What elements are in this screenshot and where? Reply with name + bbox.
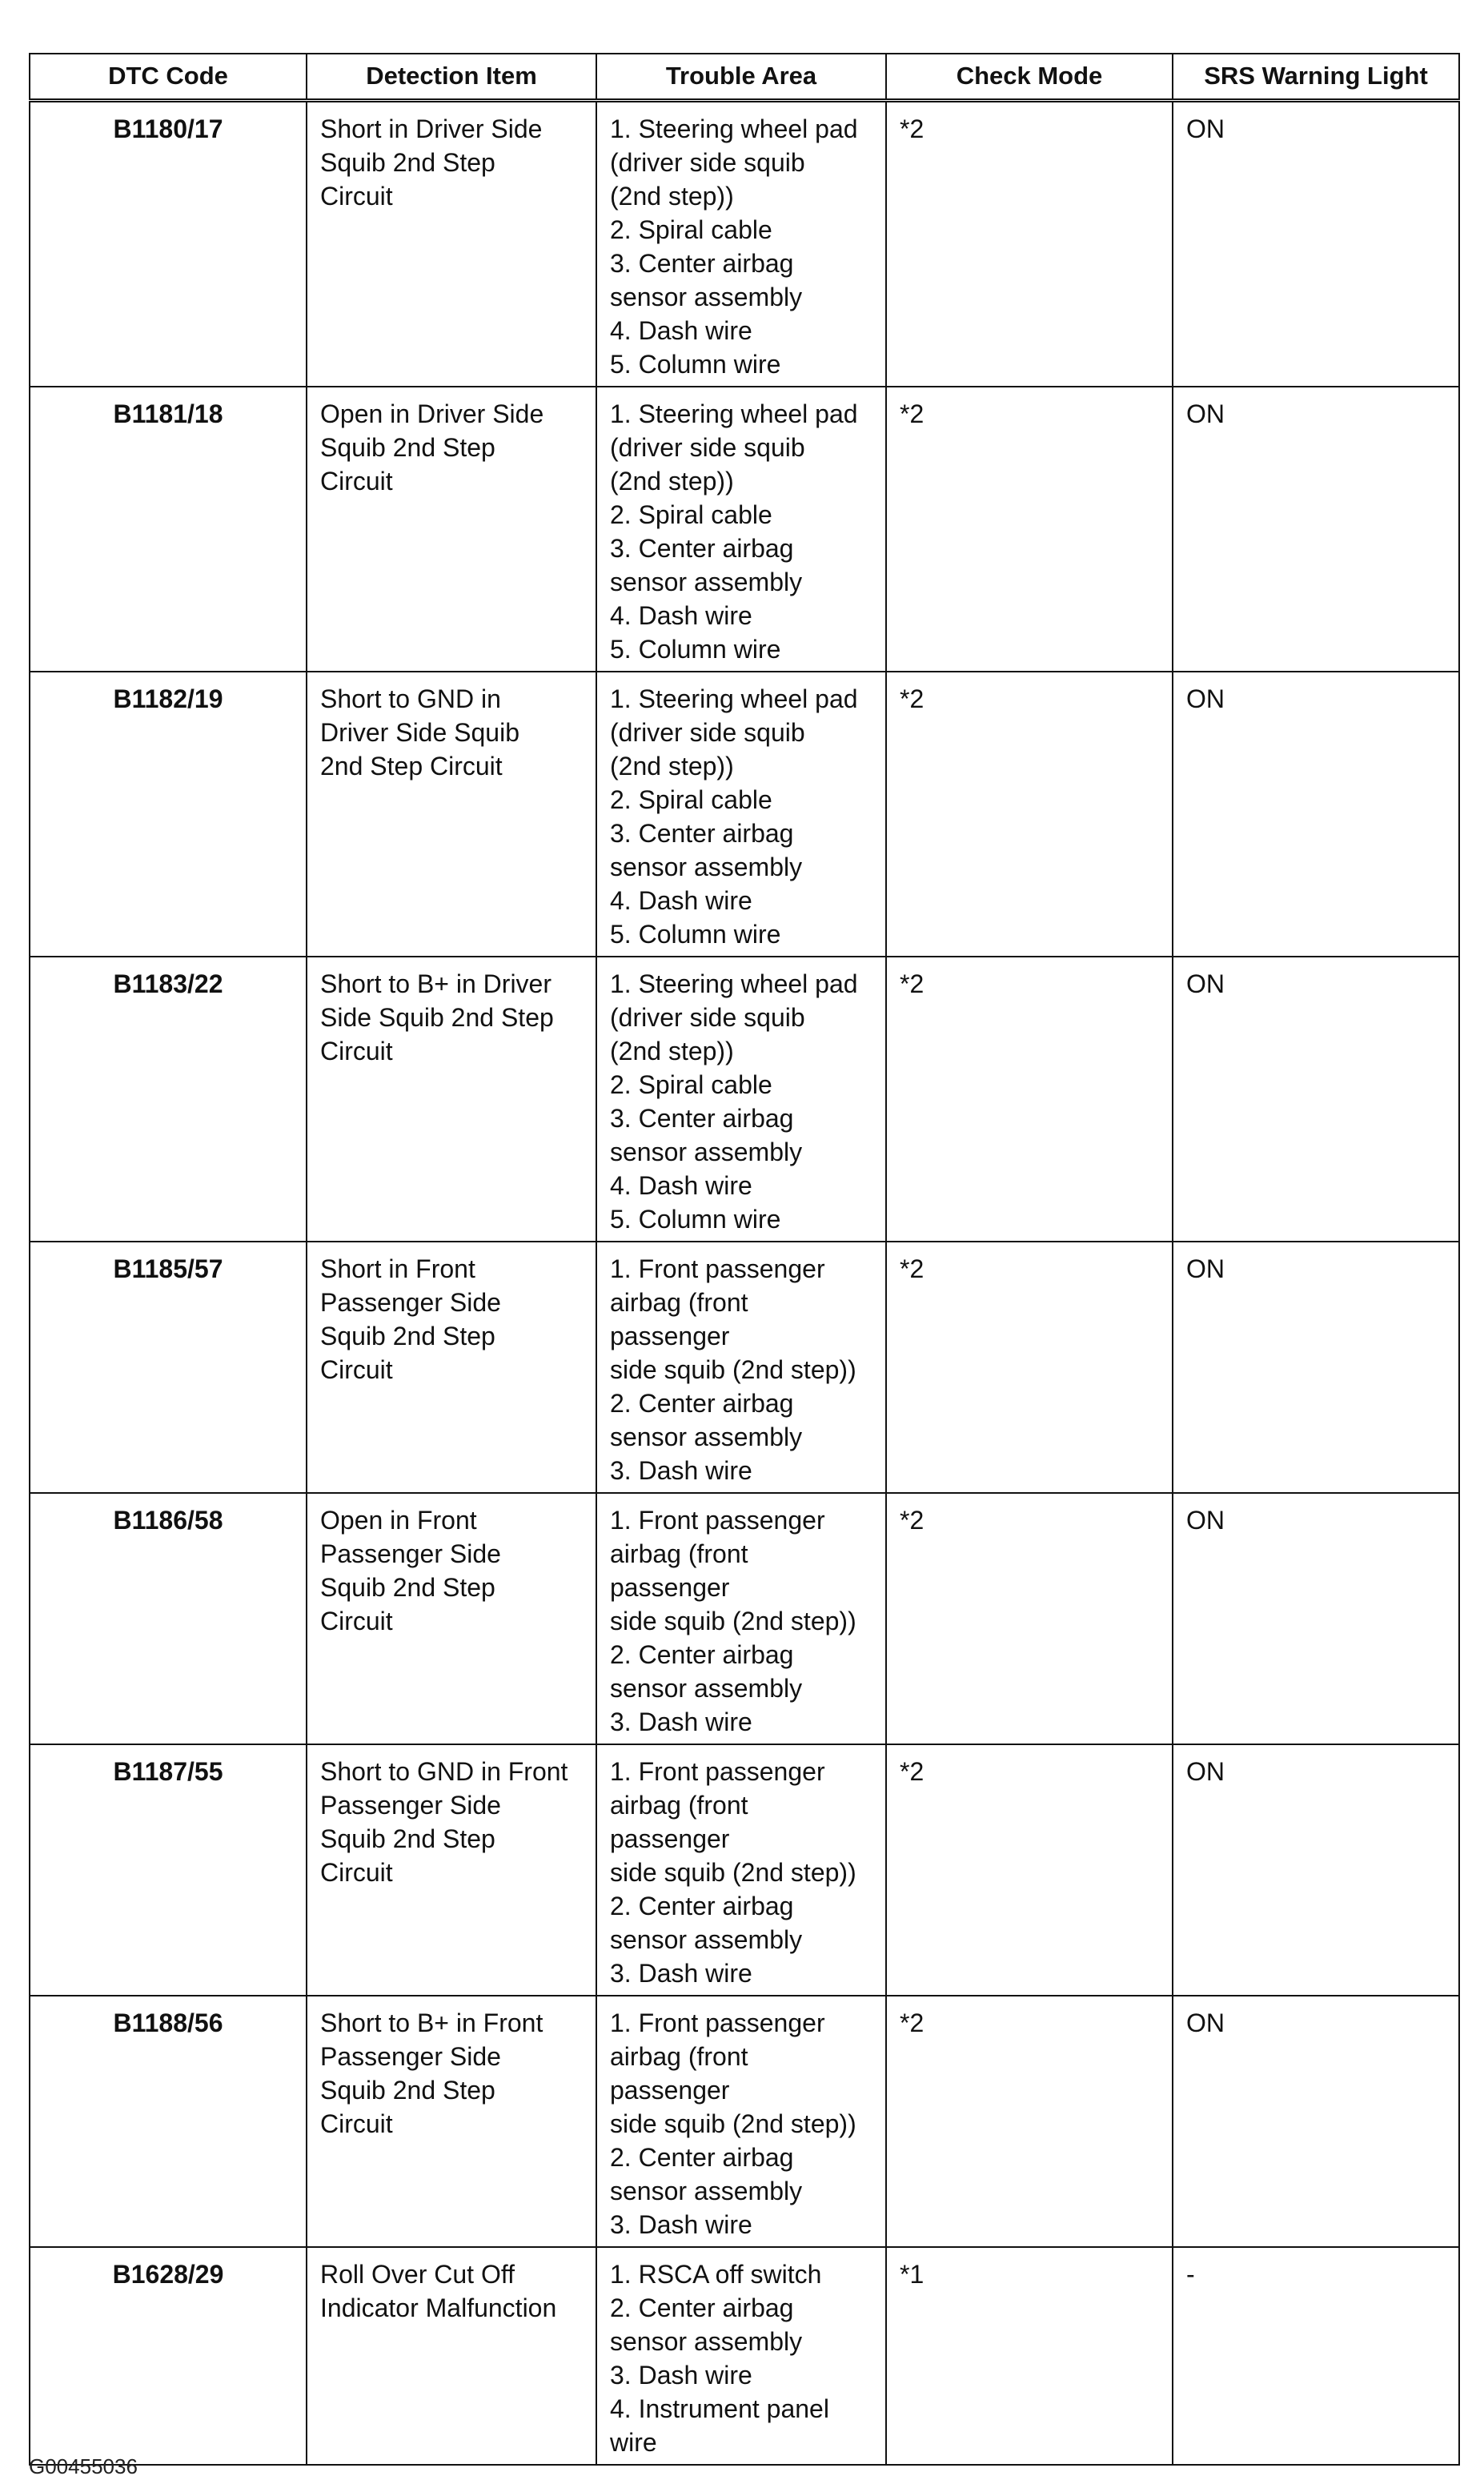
trouble-line: airbag (front [610,1539,748,1568]
detection-line: Squib 2nd Step [320,1321,495,1350]
trouble-line: passenger [610,1321,730,1350]
figure-id: G00455036 [29,2454,138,2478]
detection-line: Short to GND in Front [320,1756,568,1786]
trouble-line: sensor assembly [610,282,803,311]
trouble-line: sensor assembly [610,1422,803,1451]
header-detection-item: Detection Item [307,54,596,100]
check-mode-cell: *2 [886,1493,1173,1744]
trouble-line: 3. Dash wire [610,1455,752,1485]
table-row [30,387,1459,672]
check-mode-cell: *2 [886,100,1173,387]
detection-line: Squib 2nd Step [320,1824,495,1853]
trouble-line: (driver side squib [610,1002,805,1032]
detection-line: Driver Side Squib [320,717,519,747]
trouble-line: sensor assembly [610,1924,803,1954]
srs-warning-light-cell: ON [1173,100,1459,387]
detection-item-cell [307,1744,596,1996]
detection-line: Squib 2nd Step [320,1572,495,1602]
detection-line: Indicator Malfunction [320,2293,557,2322]
detection-line: Short in Front [320,1254,475,1283]
trouble-area-cell [596,957,886,1242]
header-srs-warning-light: SRS Warning Light [1173,54,1459,100]
dtc-code-cell: B1628/29 [30,2247,307,2465]
trouble-line: airbag (front [610,1287,748,1317]
detection-line: Squib 2nd Step [320,432,495,462]
detection-item-cell [307,1996,596,2247]
srs-warning-light-cell: ON [1173,957,1459,1242]
detection-line: Open in Driver Side [320,399,544,428]
trouble-line: passenger [610,2075,730,2105]
trouble-line: side squib (2nd step)) [610,1606,856,1635]
detection-item-cell [307,1493,596,1744]
detection-line: Circuit [320,1354,393,1384]
trouble-area-cell [596,1996,886,2247]
trouble-line: 3. Dash wire [610,2360,752,2390]
dtc-code-cell: B1187/55 [30,1744,307,1996]
trouble-line: (driver side squib [610,147,805,177]
detection-line: Circuit [320,1036,393,1065]
trouble-line: 1. RSCA off switch [610,2259,822,2289]
check-mode-cell: *1 [886,2247,1173,2465]
trouble-line: sensor assembly [610,2326,803,2356]
trouble-line: 1. Steering wheel pad [610,969,858,998]
detection-item-cell [307,100,596,387]
trouble-line: 3. Center airbag [610,818,794,848]
trouble-area-cell [596,100,886,387]
detection-line: Circuit [320,1857,393,1887]
trouble-area-cell [596,2247,886,2465]
trouble-line: 3. Center airbag [610,533,794,563]
dtc-code-cell: B1181/18 [30,387,307,672]
trouble-line: 5. Column wire [610,919,781,949]
detection-line: Open in Front [320,1505,477,1535]
header-trouble-area: Trouble Area [596,54,886,100]
trouble-area-cell [596,1744,886,1996]
trouble-line: 3. Dash wire [610,1958,752,1988]
table-row [30,100,1459,387]
trouble-line: 3. Dash wire [610,2209,752,2239]
trouble-line: 2. Center airbag [610,2293,794,2322]
trouble-line: 4. Dash wire [610,600,752,630]
trouble-line: (driver side squib [610,717,805,747]
detection-line: Squib 2nd Step [320,2075,495,2105]
trouble-line: sensor assembly [610,852,803,881]
trouble-line: (driver side squib [610,432,805,462]
table-row [30,1996,1459,2247]
trouble-line: 4. Instrument panel [610,2394,829,2423]
table-body [30,100,1459,2465]
srs-warning-light-cell: ON [1173,1996,1459,2247]
trouble-line: 2. Spiral cable [610,215,772,244]
trouble-line: 1. Front passenger [610,1505,825,1535]
srs-warning-light-cell: ON [1173,387,1459,672]
detection-line: Circuit [320,466,393,496]
table-row [30,957,1459,1242]
trouble-line: sensor assembly [610,1137,803,1166]
detection-item-cell [307,957,596,1242]
trouble-line: 2. Center airbag [610,2142,794,2172]
trouble-line: 2. Spiral cable [610,500,772,529]
check-mode-cell: *2 [886,957,1173,1242]
trouble-line: side squib (2nd step)) [610,2109,856,2138]
trouble-line: 1. Front passenger [610,2008,825,2037]
header-check-mode: Check Mode [886,54,1173,100]
trouble-line: 1. Steering wheel pad [610,114,858,143]
check-mode-cell: *2 [886,1744,1173,1996]
detection-line: Short to B+ in Front [320,2008,543,2037]
trouble-line: 4. Dash wire [610,315,752,345]
table-header [30,54,1459,100]
dtc-code-cell: B1183/22 [30,957,307,1242]
trouble-line: 2. Spiral cable [610,785,772,814]
check-mode-cell: *2 [886,1996,1173,2247]
table-row [30,672,1459,957]
table-row [30,1493,1459,1744]
srs-warning-light-cell: ON [1173,672,1459,957]
dtc-code-cell: B1188/56 [30,1996,307,2247]
trouble-line: side squib (2nd step)) [610,1857,856,1887]
detection-item-cell [307,672,596,957]
check-mode-cell: *2 [886,672,1173,957]
detection-line: Squib 2nd Step [320,147,495,177]
dtc-code-cell: B1186/58 [30,1493,307,1744]
table-row [30,1242,1459,1493]
detection-line: Passenger Side [320,1790,501,1820]
table-row [30,1744,1459,1996]
detection-line: Circuit [320,1606,393,1635]
detection-line: Passenger Side [320,1539,501,1568]
detection-line: Passenger Side [320,2041,501,2071]
srs-warning-light-cell: - [1173,2247,1459,2465]
srs-warning-light-cell: ON [1173,1493,1459,1744]
trouble-line: 1. Steering wheel pad [610,399,858,428]
trouble-line: (2nd step)) [610,1036,734,1065]
trouble-line: 3. Dash wire [610,1707,752,1736]
check-mode-cell: *2 [886,1242,1173,1493]
trouble-line: 3. Center airbag [610,1103,794,1133]
trouble-area-cell [596,672,886,957]
trouble-line: 1. Steering wheel pad [610,684,858,713]
trouble-line: 4. Dash wire [610,1170,752,1200]
trouble-line: 5. Column wire [610,349,781,379]
detection-line: Roll Over Cut Off [320,2259,515,2289]
trouble-line: sensor assembly [610,2176,803,2205]
header-dtc-code: DTC Code [30,54,307,100]
dtc-code-cell: B1185/57 [30,1242,307,1493]
trouble-line: airbag (front [610,2041,748,2071]
srs-warning-light-cell: ON [1173,1242,1459,1493]
trouble-line: sensor assembly [610,567,803,596]
check-mode-cell: *2 [886,387,1173,672]
trouble-area-cell [596,387,886,672]
trouble-line: wire [610,2427,657,2457]
detection-line: Circuit [320,181,393,211]
trouble-area-cell [596,1242,886,1493]
trouble-line: 1. Front passenger [610,1756,825,1786]
detection-item-cell [307,2247,596,2465]
trouble-area-cell [596,1493,886,1744]
trouble-line: 2. Spiral cable [610,1069,772,1099]
header-row [30,54,1459,100]
trouble-line: (2nd step)) [610,466,734,496]
detection-line: Passenger Side [320,1287,501,1317]
trouble-line: 5. Column wire [610,634,781,664]
trouble-line: passenger [610,1824,730,1853]
dtc-code-cell: B1180/17 [30,100,307,387]
trouble-line: side squib (2nd step)) [610,1354,856,1384]
detection-item-cell [307,387,596,672]
trouble-line: sensor assembly [610,1673,803,1703]
trouble-line: 3. Center airbag [610,248,794,278]
trouble-line: (2nd step)) [610,751,734,781]
detection-line: Side Squib 2nd Step [320,1002,554,1032]
table-row [30,2247,1459,2465]
trouble-line: passenger [610,1572,730,1602]
trouble-line: 2. Center airbag [610,1639,794,1669]
detection-line: Short to GND in [320,684,501,713]
detection-line: Short in Driver Side [320,114,543,143]
dtc-table [29,53,1460,2466]
detection-line: Short to B+ in Driver [320,969,551,998]
detection-line: 2nd Step Circuit [320,751,503,781]
trouble-line: airbag (front [610,1790,748,1820]
srs-warning-light-cell: ON [1173,1744,1459,1996]
trouble-line: 4. Dash wire [610,885,752,915]
trouble-line: (2nd step)) [610,181,734,211]
dtc-code-cell: B1182/19 [30,672,307,957]
trouble-line: 2. Center airbag [610,1891,794,1920]
trouble-line: 1. Front passenger [610,1254,825,1283]
detection-item-cell [307,1242,596,1493]
trouble-line: 2. Center airbag [610,1388,794,1418]
trouble-line: 5. Column wire [610,1204,781,1234]
detection-line: Circuit [320,2109,393,2138]
